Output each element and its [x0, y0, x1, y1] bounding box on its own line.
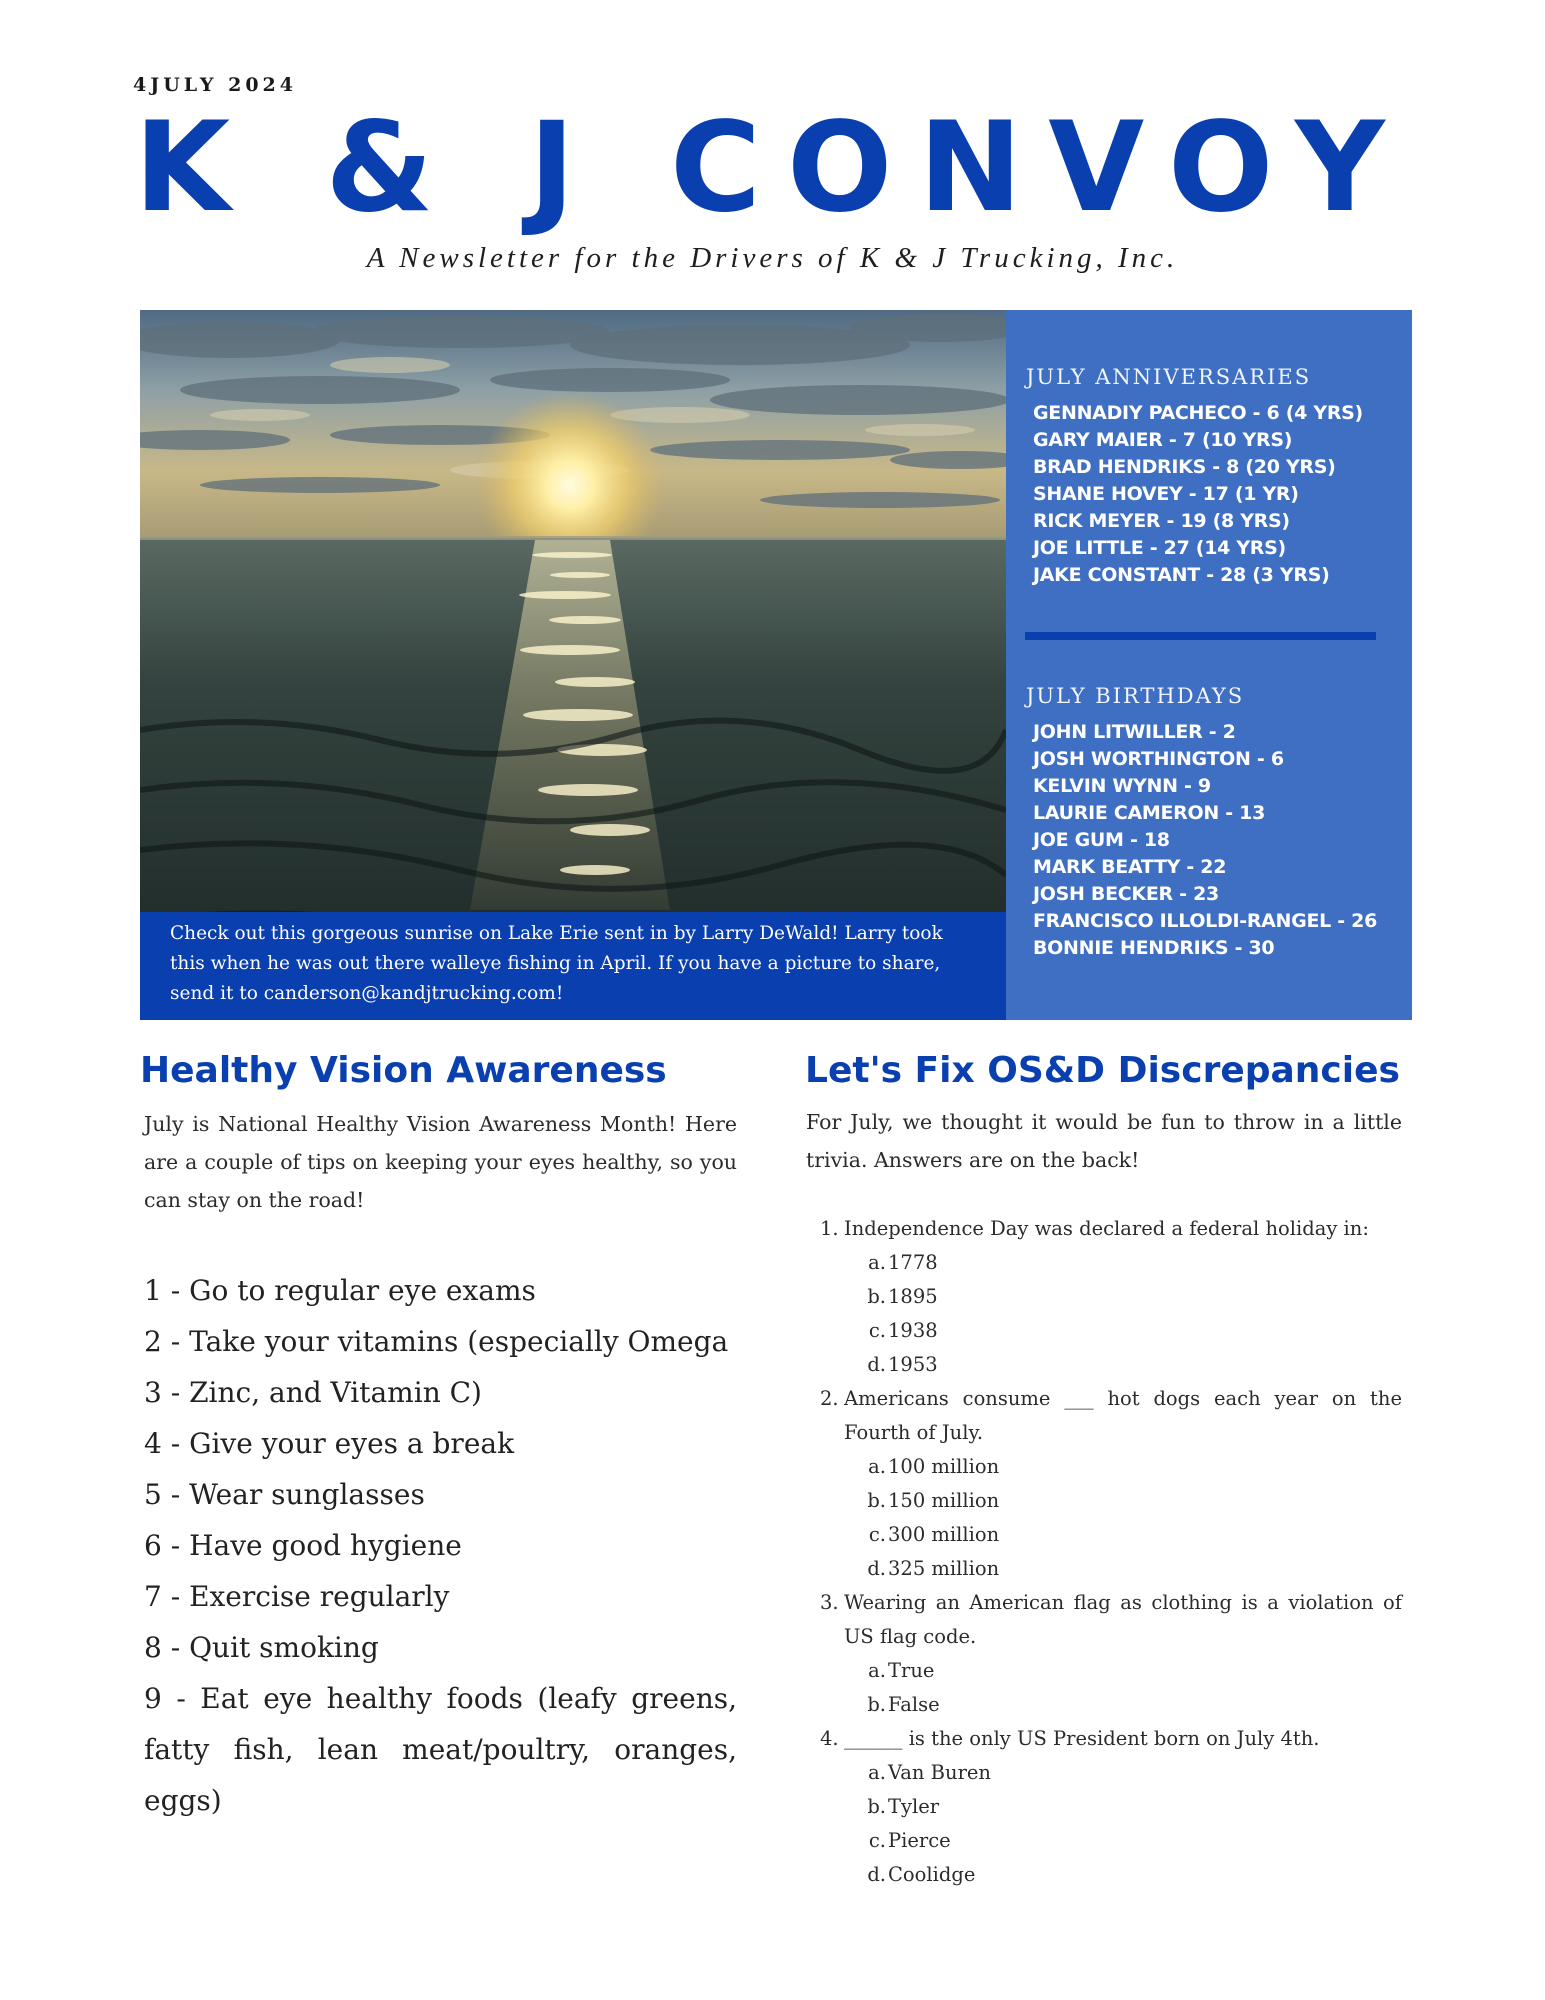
option-text: Pierce: [888, 1829, 951, 1852]
trivia-question: [820, 1586, 1402, 1654]
option-text: 1938: [888, 1319, 938, 1342]
birthday-item: JOE GUM - 18: [1033, 829, 1170, 851]
option-text: 100 million: [888, 1455, 1000, 1478]
trivia-question: [820, 1212, 1402, 1246]
vision-tips-list: [144, 1265, 737, 1826]
answer-option: [820, 1450, 1402, 1484]
option-letter: d.: [867, 1353, 886, 1376]
option-letter: a.: [868, 1761, 886, 1784]
answer-option: [820, 1858, 1402, 1892]
anniversary-item: JAKE CONSTANT - 28 (3 YRS): [1033, 564, 1330, 586]
anniversary-item: GARY MAIER - 7 (10 YRS): [1033, 429, 1293, 451]
question-text: Independence Day was declared a federal holiday in:: [844, 1217, 1369, 1240]
answer-option: [820, 1314, 1402, 1348]
option-letter: c.: [868, 1523, 886, 1546]
birthday-item: BONNIE HENDRIKS - 30: [1033, 937, 1275, 959]
question-text: Wearing an American flag as clothing is a violation of US flag code.: [844, 1591, 1402, 1648]
answer-option: [820, 1348, 1402, 1382]
answer-option: [820, 1552, 1402, 1586]
answer-option: [820, 1688, 1402, 1722]
option-letter: d.: [867, 1863, 886, 1886]
anniversary-item: RICK MEYER - 19 (8 YRS): [1033, 510, 1290, 532]
question-number: 1.: [820, 1217, 839, 1240]
birthday-item: JOSH WORTHINGTON - 6: [1033, 748, 1284, 770]
option-letter: b.: [867, 1795, 886, 1818]
option-letter: d.: [867, 1557, 886, 1580]
birthday-item: FRANCISCO ILLOLDI-RANGEL - 26: [1033, 910, 1377, 932]
answer-option: [820, 1654, 1402, 1688]
trivia-question: [820, 1382, 1402, 1450]
vision-tip: 9 - Eat eye healthy foods (leafy greens, fatty fish, lean meat/poultry, oranges, eggs): [144, 1682, 737, 1817]
sidebar-divider: [1025, 632, 1376, 640]
answer-option: [820, 1280, 1402, 1314]
option-letter: b.: [867, 1285, 886, 1308]
option-text: 300 million: [888, 1523, 1000, 1546]
vision-intro: July is National Healthy Vision Awareness Month! Here are a couple of tips on keeping your eyes healthy, so you can stay on the road!: [144, 1112, 737, 1212]
option-letter: c.: [868, 1829, 886, 1852]
answer-option: [820, 1824, 1402, 1858]
anniversary-item: SHANE HOVEY - 17 (1 YR): [1033, 483, 1299, 505]
option-letter: b.: [867, 1693, 886, 1716]
celebrations-sidebar: [1006, 310, 1412, 1020]
answer-option: [820, 1246, 1402, 1280]
birthday-item: JOSH BECKER - 23: [1033, 883, 1219, 905]
vision-tip: 5 - Wear sunglasses: [144, 1478, 425, 1511]
option-text: 1895: [888, 1285, 938, 1308]
option-text: Tyler: [888, 1795, 940, 1818]
newsletter-title: K & J CONVOY: [134, 96, 1411, 240]
vision-tip: 2 - Take your vitamins (especially Omega: [144, 1325, 729, 1358]
option-letter: a.: [868, 1659, 886, 1682]
anniversary-item: BRAD HENDRIKS - 8 (20 YRS): [1033, 456, 1336, 478]
photo-caption: Check out this gorgeous sunrise on Lake Erie sent in by Larry DeWald! Larry took this when he was out there walleye fishing in April. If you have a picture to share, send it to canderson@kandjtrucking.com!: [140, 912, 1006, 1020]
question-number: 3.: [820, 1591, 839, 1614]
option-text: 325 million: [888, 1557, 1000, 1580]
anniversary-item: GENNADIY PACHECO - 6 (4 YRS): [1033, 402, 1363, 424]
birthday-item: MARK BEATTY - 22: [1033, 856, 1227, 878]
answer-option: [820, 1790, 1402, 1824]
option-text: 150 million: [888, 1489, 1000, 1512]
newsletter-tagline: A Newsletter for the Drivers of K & J Trucking, Inc.: [366, 242, 1179, 274]
anniversary-item: JOE LITTLE - 27 (14 YRS): [1033, 537, 1286, 559]
vision-tip: 3 - Zinc, and Vitamin C): [144, 1376, 482, 1409]
anniversaries-list: [1033, 400, 1363, 589]
vision-tip: 4 - Give your eyes a break: [144, 1427, 515, 1460]
trivia-question: [820, 1722, 1402, 1756]
answer-option: [820, 1518, 1402, 1552]
trivia-intro: For July, we thought it would be fun to throw in a little trivia. Answers are on the back!: [806, 1110, 1402, 1172]
birthday-item: JOHN LITWILLER - 2: [1033, 721, 1236, 743]
option-text: 1953: [888, 1353, 938, 1376]
question-text: Americans consume ___ hot dogs each year on the Fourth of July.: [844, 1387, 1402, 1444]
anniversaries-heading: JULY ANNIVERSARIES: [1026, 365, 1312, 389]
trivia-heading: Let's Fix OS&D Discrepancies: [805, 1050, 1400, 1091]
birthdays-heading: JULY BIRTHDAYS: [1026, 684, 1245, 708]
question-number: 4.: [820, 1727, 839, 1750]
option-text: Van Buren: [888, 1761, 991, 1784]
option-letter: b.: [867, 1489, 886, 1512]
option-text: 1778: [888, 1251, 938, 1274]
birthday-item: LAURIE CAMERON - 13: [1033, 802, 1266, 824]
option-letter: a.: [868, 1251, 886, 1274]
option-letter: a.: [868, 1455, 886, 1478]
option-text: True: [888, 1659, 935, 1682]
option-letter: c.: [868, 1319, 886, 1342]
vision-heading: Healthy Vision Awareness: [140, 1050, 667, 1091]
issue-date: 4JULY 2024: [133, 74, 297, 96]
vision-tip: 6 - Have good hygiene: [144, 1529, 462, 1562]
vision-tip: 1 - Go to regular eye exams: [144, 1274, 536, 1307]
trivia-quiz: [820, 1212, 1402, 1892]
question-number: 2.: [820, 1387, 839, 1410]
birthday-item: KELVIN WYNN - 9: [1033, 775, 1211, 797]
answer-option: [820, 1484, 1402, 1518]
birthdays-list: [1033, 719, 1377, 962]
vision-tip: 8 - Quit smoking: [144, 1631, 379, 1664]
answer-option: [820, 1756, 1402, 1790]
option-text: Coolidge: [888, 1863, 976, 1886]
option-text: False: [888, 1693, 940, 1716]
vision-tip: 7 - Exercise regularly: [144, 1580, 450, 1613]
question-text: ______ is the only US President born on July 4th.: [844, 1727, 1320, 1750]
